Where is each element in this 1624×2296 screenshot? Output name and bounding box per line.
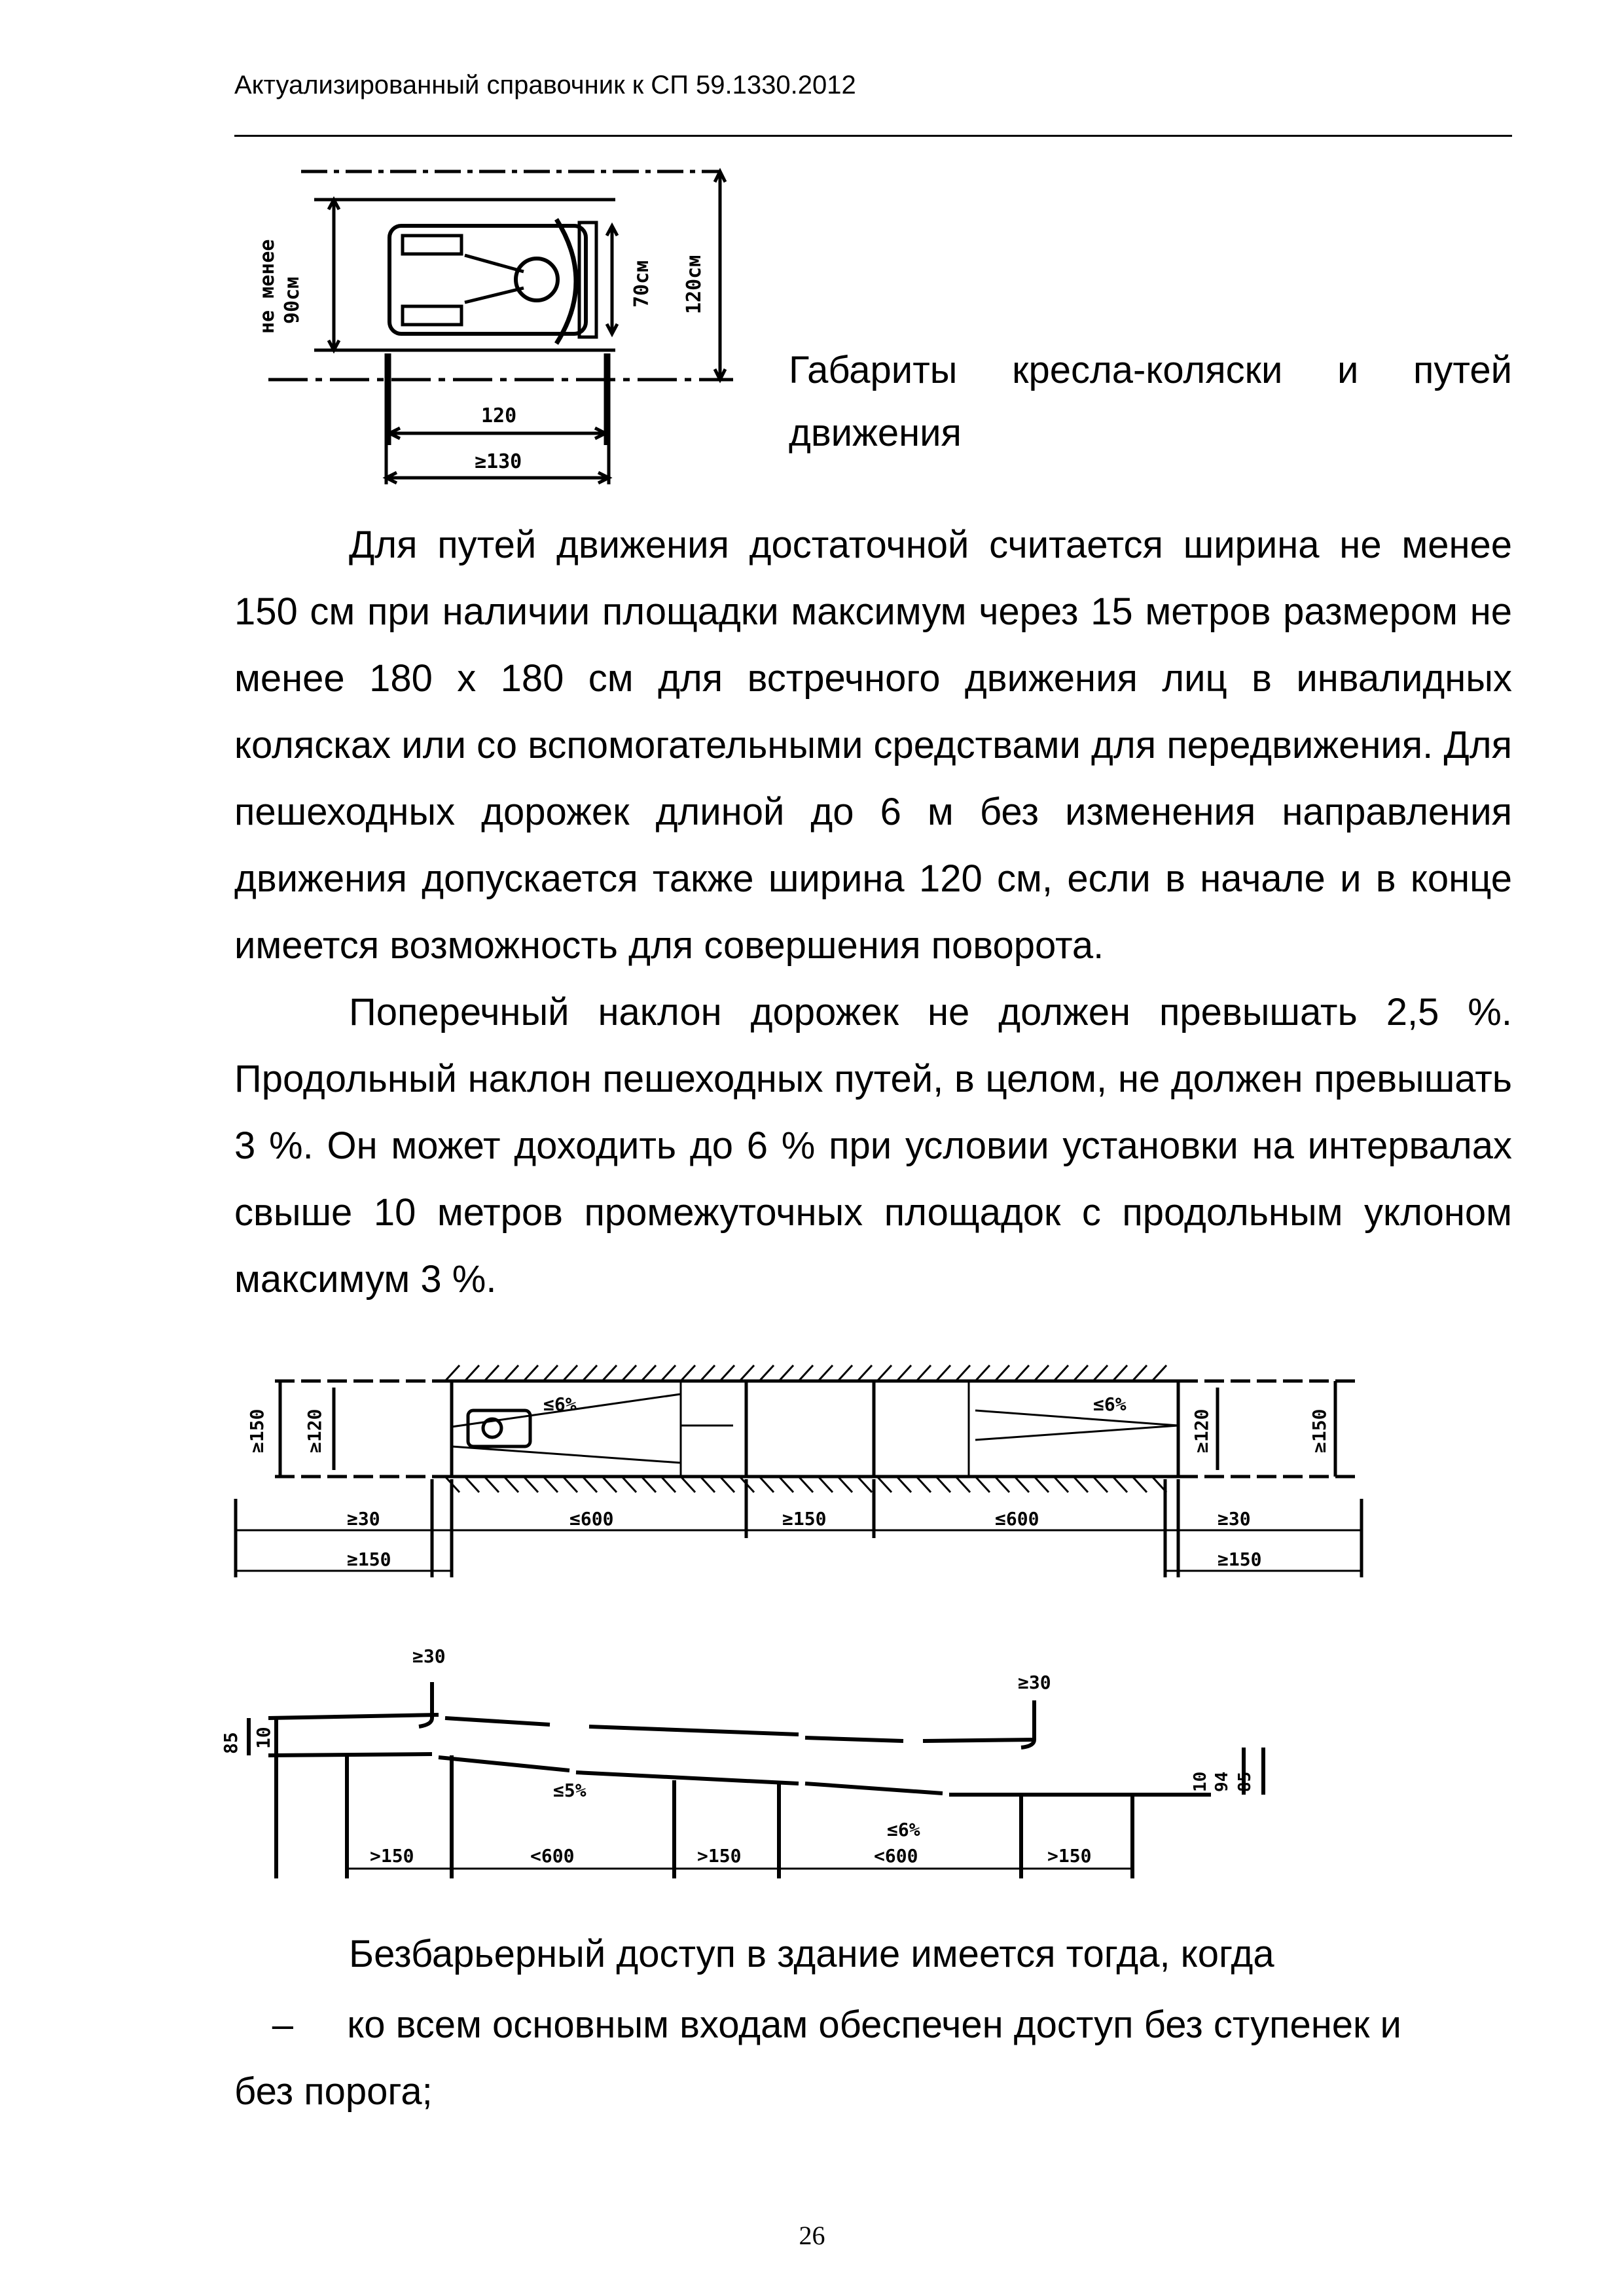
paragraph-1-text: Для путей движения достаточной считается ширина не менее 150 см при наличии площадки максимум через 15 метров размером не менее 180 х 180 см для встречного движения лиц в инвалидных колясках или со вспомогательными средствами для передвижения. Для пешеходных дорожек длиной до 6 м без изменения направления движения допускается также ширина 120 см, если в начале и в конце имеется возможность для совершения поворота.: [234, 524, 1512, 967]
min-width-value-label: 90см: [281, 276, 304, 324]
profile-b3: >150: [697, 1845, 742, 1867]
plan-d30-left: ≥30: [347, 1508, 380, 1530]
ramp-profile-figure: [220, 1636, 1296, 1892]
plan-w120-right: ≥120: [1191, 1408, 1212, 1453]
page-number: 26: [799, 2221, 825, 2250]
profile-h85-left: 85: [220, 1732, 242, 1754]
plan-w150-right: ≥150: [1308, 1408, 1330, 1453]
plan-slope-right: ≤6%: [1093, 1393, 1127, 1415]
figure-caption: [789, 339, 1512, 465]
plan-slope-left: ≤6%: [543, 1393, 577, 1415]
width-70-label: 70см: [630, 260, 653, 308]
plan-d150-left: ≥150: [347, 1549, 391, 1570]
profile-slope-5: ≤5%: [553, 1780, 586, 1801]
plan-d30-right: ≥30: [1218, 1508, 1251, 1530]
list-dash: –: [272, 2003, 293, 2046]
profile-b1: >150: [370, 1845, 414, 1867]
plan-d600-left: ≤600: [569, 1508, 614, 1530]
width-120-label: 120см: [683, 255, 706, 314]
profile-b2: <600: [530, 1845, 575, 1867]
profile-top30-left: ≥30: [412, 1645, 446, 1667]
profile-h94-right: 94: [1212, 1771, 1232, 1792]
header-rule: [234, 135, 1512, 137]
profile-h10-left: 10: [253, 1727, 274, 1749]
list-item: [234, 1992, 1512, 2058]
plan-d600-right: ≤600: [995, 1508, 1039, 1530]
paragraph-2: [234, 979, 1512, 1313]
ramp-plan-figure: [246, 1348, 1375, 1617]
plan-d150-right: ≥150: [1218, 1549, 1262, 1570]
caption-word-4: путей: [1413, 349, 1512, 391]
profile-slope-6: ≤6%: [887, 1819, 920, 1840]
profile-h85-right: 85: [1235, 1771, 1255, 1792]
caption-word-2: кресла-коляски: [1012, 349, 1283, 391]
wheelchair-dimensions-figure: [249, 157, 746, 497]
profile-h10-right: 10: [1191, 1771, 1210, 1792]
profile-b4: <600: [874, 1845, 918, 1867]
list-item-line-1: ко всем основным входам обеспечен доступ без ступенек и: [347, 2003, 1401, 2046]
profile-b5: >150: [1047, 1845, 1092, 1867]
list-item-continuation: без порога;: [234, 2070, 433, 2113]
min-width-label: не менее: [256, 239, 279, 334]
paragraph-3: [234, 1921, 1512, 1988]
length-130-label: ≥130: [475, 450, 522, 473]
caption-word-3: и: [1337, 349, 1359, 391]
caption-word-1: Габариты: [789, 349, 958, 391]
paragraph-1: [234, 512, 1512, 979]
length-120-label: 120: [481, 404, 517, 427]
plan-w120-left: ≥120: [304, 1408, 325, 1453]
caption-line-2: движения: [789, 412, 962, 454]
running-header: Актуализированный справочник к СП 59.1330.2012: [234, 71, 856, 99]
paragraph-3-text: Безбарьерный доступ в здание имеется тогда, когда: [349, 1933, 1274, 1975]
profile-top30-right: ≥30: [1018, 1672, 1051, 1693]
plan-d150-mid: ≥150: [782, 1508, 827, 1530]
paragraph-2-text: Поперечный наклон дорожек не должен превышать 2,5 %. Продольный наклон пешеходных путей, в целом, не должен превышать 3 %. Он может доходить до 6 % при условии установки на интервалах свыше 10 метров промежуточных площадок с продольным уклоном максимум 3 %.: [234, 991, 1512, 1300]
plan-w150-left: ≥150: [246, 1408, 268, 1453]
